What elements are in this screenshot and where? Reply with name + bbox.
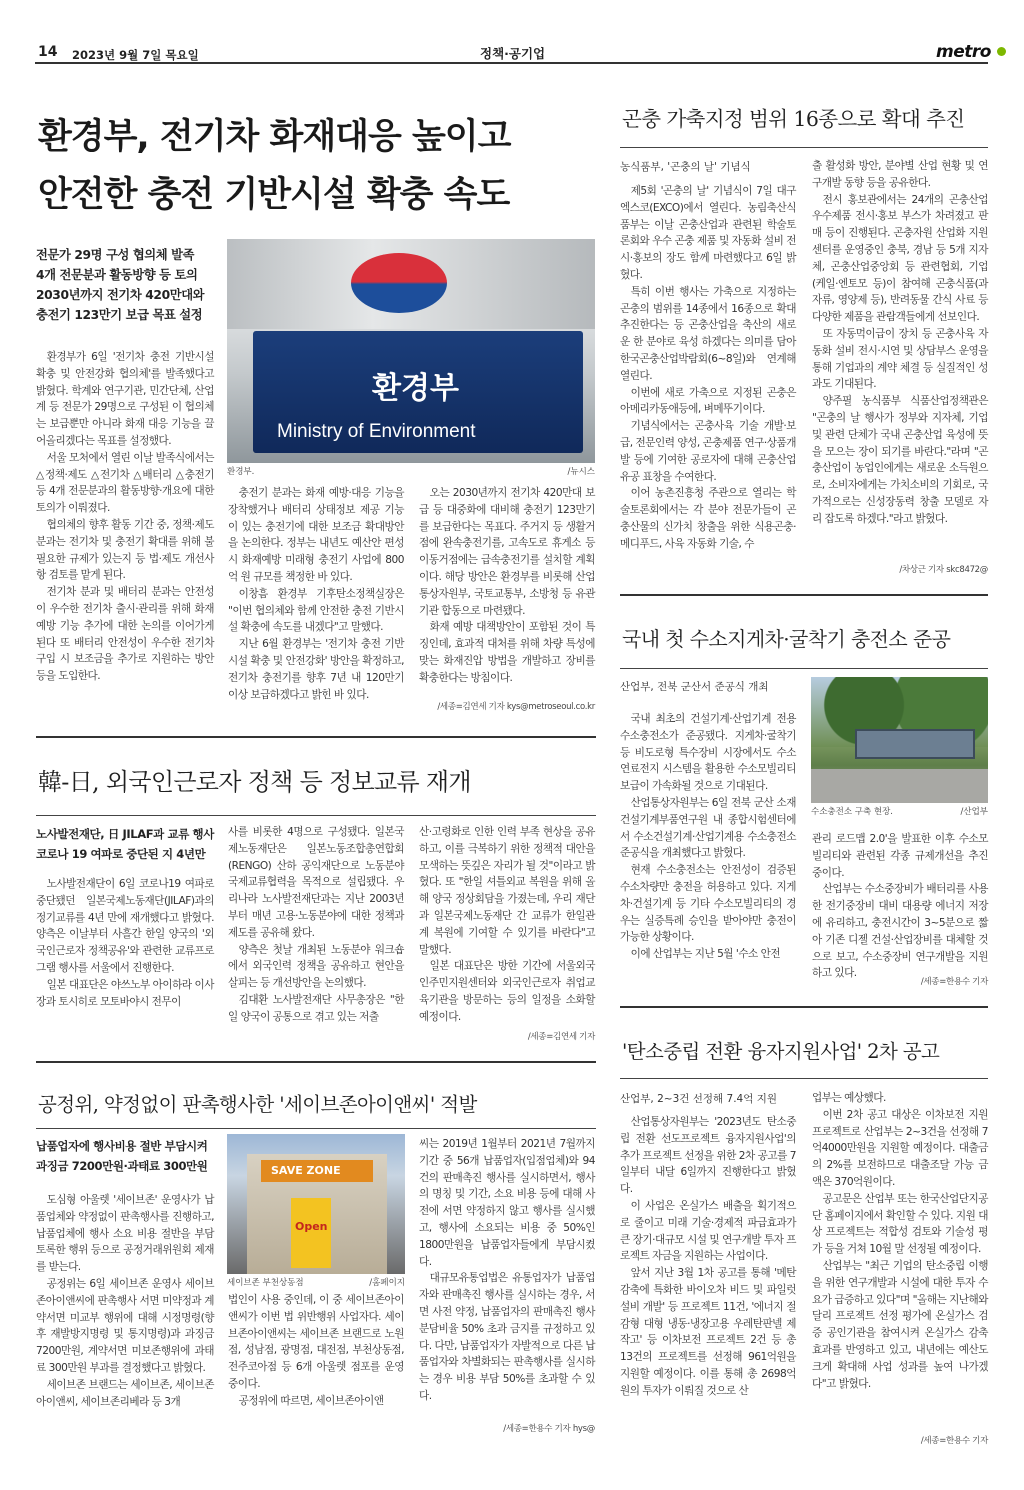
insect-paragraph: 또 자동먹이급이 장치 등 곤충사육 자동화 설비 전시·시연 및 상담부스 운영을 통해 기업과의 계약 체결 등 실질적인 성과도 기대된다. — [812, 327, 988, 391]
carbon-paragraph: 앞서 지난 3월 1차 공고를 통해 '메탄 감축에 특화한 바이오차 비드 및 파일럿 설비 개발' 등 프로젝트 11건, '에너지 절감형 대형 냉동·냉장고용 우레탄판넬 제작고' 등 이차보전 프로젝트 2건 등 총 13건의 프로젝트를 선정해 961억원을 지원할 예정이다. 이를 통해 총 2698억원의 투자가 이뤄질 것으로 산 — [620, 1267, 796, 1397]
carbon-headline: '탄소중립 전환 융자지원사업' 2차 공고 — [622, 1040, 940, 1063]
env-paragraph: 전기차 분과 및 배터리 분과는 안전성이 우수한 전기차 출시·관리를 위해 화재예방 기능 추가에 대한 논의를 이어가게 된다 또 배터리 안전성이 우수한 전기차 구입 시 보조금을 추가로 지원하는 방안 등을 도입한다. — [36, 586, 214, 683]
env-body-col3 — [419, 485, 595, 687]
carbon-paragraph: 업부는 예상했다. — [812, 1092, 886, 1104]
insect-paragraph: 기념식에서는 곤충사육 기술 개발·보급, 전문인력 양성, 곤충제품 연구·상품개발 등에 기여한 공로자에 대해 곤충산업 유공 표창을 수여한다. — [620, 420, 796, 483]
insect-byline: /차상근 기자 skc8472@ — [899, 565, 988, 575]
carbon-byline: /세종=한용수 기자 — [920, 1436, 988, 1446]
labor-paragraph: 김대환 노사발전재단 사무총장은 "한일 양국이 공통으로 겪고 있는 저출 — [228, 993, 404, 1023]
metro-logo — [936, 42, 1006, 62]
labor-body-col2 — [228, 824, 404, 1026]
metro-logo-text: metro — [936, 42, 991, 62]
env-paragraph: 환경부가 6일 '전기차 충전 기반시설 확충 및 안전강화 협의체'를 발족했다고 밝혔다. 학계와 연구기관, 민간단체, 산업계 등 전문가 29명으로 구성된 이 협의체는 보급뿐만 아니라 화재 대응 기능을 끌어올리겠다는 목표를 설정했다. — [36, 351, 214, 447]
hydrogen-headline-rule — [620, 668, 988, 669]
labor-subhead-line: 노사발전재단, 日 JILAF과 교류 행사 — [36, 827, 214, 841]
hydrogen-subhead: 산업부, 전북 군산서 준공식 개최 — [620, 681, 769, 693]
article-env — [36, 95, 596, 715]
fair-paragraph: 씨는 2019년 1월부터 2021년 7월까지 기간 중 56개 납품업자(입점업체)와 94건의 판매촉진 행사를 실시하면서, 행사의 명칭 및 기간, 소요 비용 등에 대해 사전에 서면 약정하지 않고 행사를 실시했고, 행사에 소요되는 비용 중 50%인 1800만원을 납품업자들에게 부담시켰다. — [419, 1138, 595, 1268]
issue-date: 2023년 9월 7일 목요일 — [72, 48, 199, 62]
fair-paragraph: 세이브존 브랜드는 세이브존, 세이브존아이앤씨, 세이브존리베라 등 3개 — [36, 1378, 214, 1408]
fair-photo — [227, 1134, 405, 1274]
fair-photo-credit: /홈페이지 — [369, 1278, 405, 1288]
carbon-body-col1 — [620, 1114, 796, 1400]
labor-paragraph: 사를 비롯한 4명으로 구성됐다. 일본국제노동재단은 일본노동조합총연합회(RENGO) 산하 공익재단으로 노동분야 국제교류협력을 목적으로 설립됐다. 우리나라 노사발전재단과는 지난 2003년부터 매년 고용·노동분야에 대한 정책과 제도를 공유해 왔다. — [228, 826, 404, 939]
hydrogen-body-col1 — [620, 711, 796, 963]
carbon-headline-rule — [620, 1078, 988, 1079]
fair-subhead-line: 과징금 7200만원·과태료 300만원 — [36, 1159, 208, 1173]
insect-headline: 곤충 가축지정 범위 16종으로 확대 추진 — [622, 107, 965, 131]
labor-paragraph: 노사발전재단이 6일 코로나19 여파로 중단됐던 일본국제노동재단(JILAF)과의 정기교류를 4년 만에 재개했다고 밝혔다. 양측은 이날부터 사흘간 한일 양국의 '외국인근로자 정책공유'와 관련한 교류프로그램 행사를 서울에서 진행한다. — [36, 878, 214, 974]
fair-body-col2 — [228, 1292, 404, 1410]
fair-paragraph: 도심형 아울렛 '세이브존' 운영사가 납품업체와 약정없이 판촉행사를 진행하고, 납품업체에 행사 소요 비용 절반을 부담토록한 행위 등으로 공정거래위원회 제재를 받는다. — [36, 1194, 214, 1274]
article-carbon — [620, 1022, 988, 1452]
env-headline-line2: 안전한 충전 기반시설 확충 속도 — [38, 175, 510, 215]
labor-subhead-line: 코로나 19 여파로 중단된 지 4년만 — [36, 847, 206, 861]
insect-body-col1 — [620, 183, 796, 553]
labor-paragraph: 일본 대표단은 방한 기간에 서울외국인주민지원센터와 외국인근로자 취업교육기관을 방문하는 등의 일정을 소화할 예정이다. — [419, 960, 595, 1023]
fair-paragraph: 공정위는 6일 세이브존 운영사 세이브존아이앤씨에 판촉행사 서면 미약정과 계약서면 미교부 행위에 대해 시정명령(향후 재발방지명령 및 통지명령)과 과징금 7200만원, 계약서면 미보존행위에 과태료 300만원 부과를 결정했다고 밝혔다. — [36, 1277, 214, 1374]
hydrogen-headline: 국내 첫 수소지게차·굴착기 충전소 준공 — [622, 627, 951, 651]
labor-subhead — [36, 824, 214, 864]
insect-paragraph: 양주필 농식품부 식품산업정책관은 "곤충의 날 행사가 정부와 지자체, 기업 및 관련 단체가 국내 곤충산업 육성에 뜻을 모으는 장이 되기를 바란다."라며 "곤충산업이 농업인에게는 새로운 소득원으로, 소비자에게는 가치소비의 기회로, 국가적으로는 신성장동력 창출 모델로 자리 잡도록 하겠다."라고 밝혔다. — [812, 395, 988, 525]
labor-paragraph: 일본 대표단은 야쓰노부 아이하라 이사장과 토시히로 모토바야시 전무이 — [36, 978, 214, 1008]
insect-paragraph: 이어 농촌진흥청 주관으로 열리는 학술토론회에서는 각 분야 전문가들이 곤충산물의 신가치 창출을 위한 식용곤충·메디푸드, 사육 자동화 기술, 수 — [620, 487, 796, 550]
env-subhead-line: 2030년까지 전기차 420만대와 — [36, 288, 205, 302]
divider-insect — [620, 594, 988, 596]
fair-sign-text: SAVE ZONE — [271, 1164, 341, 1177]
article-labor — [36, 748, 596, 1048]
carbon-body-col2 — [812, 1090, 988, 1392]
insect-paragraph: 특히 이번 행사는 가축으로 지정하는 곤충의 범위를 14종에서 16종으로 확대 추진한다는 등 곤충산업을 축산의 새로운 한 분야로 육성 하겠다는 의미를 담아 한국곤충산업박람회(6~8일)와 연계해 열린다. — [620, 285, 796, 382]
hydrogen-body-col2 — [812, 831, 988, 982]
env-headline-line1: 환경부, 전기차 화재대응 높이고 — [38, 117, 511, 157]
env-paragraph: 서울 모처에서 열린 이날 발족식에서는 △정책·제도 △전기차 △배터리 △충전기 등 4개 전문분과의 활동방향·개요에 대한 토의가 이뤄졌다. — [36, 451, 214, 515]
hydrogen-caption-text: 수소충전소 구축 현장. — [811, 807, 894, 817]
labor-headline-rule — [36, 815, 596, 816]
fair-headline: 공정위, 약정없이 판촉행사한 '세이브존아이앤씨' 적발 — [38, 1093, 477, 1116]
hydrogen-paragraph: 산업부는 수소중장비가 배터리를 사용한 전기중장비 대비 대용량 에너지 저장에 유리하고, 충전시간이 3~5분으로 짧아 기존 디젤 건설·산업장비를 대체할 것으로 보고, 수소중장비 연구개발을 지원하고 있다. — [812, 883, 988, 980]
carbon-paragraph: 공고문은 산업부 또는 한국산업단지공단 홈페이지에서 확인할 수 있다. 지원 대상 프로젝트는 적합성 검토와 기술성 평가 등을 거쳐 10월 말 선정될 예정이다. — [812, 1192, 988, 1256]
article-hydrogen — [620, 605, 988, 1005]
labor-headline: 韓-日, 외국인근로자 정책 등 정보교류 재개 — [38, 768, 471, 796]
insect-subhead: 농식품부, '곤충의 날' 기념식 — [620, 161, 751, 173]
env-subhead-line: 충전기 123만기 보급 목표 설정 — [36, 308, 203, 322]
insect-headline-rule — [620, 147, 988, 148]
hydrogen-paragraph: 산업통상자원부는 6일 전북 군산 소재 건설기계부품연구원 내 종합시험센터에서 수소건설기계·산업기계용 수소충전소 준공식을 개최했다고 밝혔다. — [620, 796, 796, 860]
hydrogen-photo-credit: /산업부 — [960, 807, 988, 817]
insect-body-col2 — [812, 158, 988, 528]
env-photo-caption — [227, 465, 595, 477]
insect-paragraph: 이번에 새로 가축으로 지정된 곤충은 아메리카동애등에, 벼메뚜기이다. — [620, 386, 796, 416]
fair-paragraph: 법인이 사용 중인데, 이 중 세이브존아이앤씨가 이번 법 위반행위 사업자다. 세이브존아이앤씨는 세이브존 브랜드로 노원점, 성남점, 광명점, 대전점, 부천상동점, 전주코아점 등 6개 아울렛 점포를 운영 중이다. — [228, 1294, 404, 1390]
env-paragraph: 충전기 분과는 화재 예방·대응 기능을 장착했거나 배터리 상태정보 제공 기능이 있는 충전기에 대한 보조금 확대방안을 논의한다. 정부는 내년도 예산안 편성 시 화재예방 미래형 충전기 사업에 800억 원 규모를 책정한 바 있다. — [228, 487, 404, 583]
env-body-col2 — [228, 485, 404, 703]
page-header — [0, 0, 1024, 66]
env-subhead-line: 전문가 29명 구성 협의체 발족 — [36, 248, 195, 262]
insect-paragraph: 전시 홍보관에서는 24개의 곤충산업 우수제품 전시·홍보 부스가 차려졌고 판매 등이 진행된다. 곤충자원 산업화 지원센터를 운영중인 충북, 경남 등 5개 지자체, 곤충산업중앙회 등 관련협회, 기업(케일·엔토모 등)이 참여해 곤충식품(과자류, 영양제 등), 반려동물 간식 사료 등 다양한 제품을 관람객들에게 선보인다. — [812, 193, 988, 324]
hydrogen-station-ground — [811, 769, 988, 803]
fair-headline-rule — [36, 1128, 596, 1129]
fair-byline: /세종=한용수 기자 hys@ — [503, 1424, 595, 1434]
env-sign-korean: 환경부 — [372, 371, 459, 406]
hydrogen-paragraph: 관리 로드맵 2.0'을 발표한 이후 수소모빌리티와 관련된 각종 규제개선을 추진 중이다. — [812, 833, 988, 879]
divider-labor — [36, 1061, 596, 1063]
labor-byline: /세종=김연세 기자 — [527, 1032, 595, 1042]
article-insect — [620, 95, 988, 585]
hydrogen-paragraph: 국내 최초의 건설기계·산업기계 전용 수소충전소가 준공됐다. 지게차·굴착기 등 비도로형 특수장비 시장에서도 수소연료전지 시스템을 활용한 수소모빌리티 보급이 가속화될 것으로 기대된다. — [620, 713, 796, 793]
hydrogen-station-canopy — [855, 729, 975, 759]
hydrogen-photo — [811, 677, 988, 803]
labor-body-col3 — [419, 824, 595, 1026]
fair-subhead — [36, 1136, 214, 1176]
hydrogen-photo-caption — [811, 805, 988, 817]
fair-body-col3 — [419, 1136, 595, 1405]
env-body-col1 — [36, 349, 214, 685]
carbon-paragraph: 이번 2차 공고 대상은 이차보전 지원 프로젝트로 산업부는 2~3건을 선정해 7억4000만원을 지원할 예정이다. 대출금의 2%를 보전하므로 대출조달 가능 금액은 370억원이다. — [812, 1108, 988, 1188]
env-subhead-line: 4개 전문분과 활동방향 등 토의 — [36, 268, 198, 282]
labor-paragraph: 양측은 첫날 개최된 노동분야 워크숍에서 외국인력 정책을 공유하고 현안을 살피는 등 개선방안을 논의했다. — [228, 943, 404, 990]
carbon-subhead: 산업부, 2~3건 선정해 7.4억 지원 — [620, 1093, 777, 1105]
section-name: 정책·공기업 — [480, 46, 546, 61]
fair-banner-text: Open — [295, 1220, 328, 1233]
fair-subhead-line: 납품업자에 행사비용 절반 부담시켜 — [36, 1139, 208, 1153]
carbon-paragraph: 이 사업은 온실가스 배출을 획기적으로 줄이고 미래 기술·경제적 파급효과가 큰 장기·대규모 시설 및 연구개발 투자 프로젝트 자금을 지원하는 사업이다. — [620, 1199, 796, 1263]
env-paragraph: 화재 예방 대책방안이 포함된 것이 특징인데, 효과적 대처를 위해 차량 특성에 맞는 화재진압 방법을 개발하고 장비를 확충한다는 방침이다. — [419, 621, 595, 684]
env-caption-text: 환경부. — [227, 467, 255, 477]
page-number: 14 — [38, 44, 58, 60]
fair-photo-caption — [227, 1276, 405, 1288]
carbon-paragraph: 산업부는 "최근 기업의 탄소중립 이행을 위한 연구개발과 시설에 대한 투자 수요가 급증하고 있다"며 "올해는 지난해와 달리 프로젝트 선정 평가에 온실가스 검증 공인기관을 참여시켜 온실가스 감축 효과를 반영하고 있고, 내년에는 예산도 크게 확대해 사업 성과를 높여 나가겠다"고 밝혔다. — [812, 1259, 988, 1390]
divider-hydrogen — [620, 1006, 988, 1008]
hydrogen-paragraph: 현재 수소충전소는 안전성이 검증된 수소차량만 충전을 허용하고 있다. 지게차·건설기계 등 기타 수소모빌리티의 경우는 실증특례 승인을 받아야만 충전이 가능한 상황이다. — [620, 864, 796, 944]
fair-caption-text: 세이브존 부천상동점 — [227, 1278, 304, 1288]
env-sign-english: Ministry of Environment — [277, 421, 476, 442]
metro-logo-dot-icon — [997, 47, 1006, 56]
divider-env — [36, 736, 596, 738]
header-rule — [35, 62, 988, 64]
taegeuk-emblem-icon — [351, 253, 447, 313]
fair-body-col1 — [36, 1192, 214, 1410]
labor-body-col1 — [36, 876, 214, 1010]
env-photo — [227, 239, 595, 463]
insect-paragraph: 출 활성화 방안, 분야별 산업 현황 및 연구개발 동향 등을 공유한다. — [812, 160, 988, 189]
env-paragraph: 오는 2030년까지 전기차 420만대 보급 등 대중화에 대비해 충전기 123만기를 보급한다는 목표다. 주거지 등 생활거점에 완속충전기를, 고속도로 휴게소 등 이동거점에는 급속충전기를 설치할 계획이다. 해당 방안은 환경부를 비롯해 산업통상자원부, 국토교통부, 소방청 등 유관기관 합동으로 마련됐다. — [419, 487, 595, 617]
fair-paragraph: 공정위에 따르면, 세이브존아이앤 — [238, 1394, 384, 1407]
env-paragraph: 지난 6월 환경부는 '전기차 충전 기반시설 확충 및 안전강화' 방안을 확정하고, 전기차 충전기를 향후 7년 내 120만기 이상 보급하겠다고 밝힌 바 있다. — [228, 638, 404, 701]
env-photo-credit: /뉴시스 — [567, 467, 595, 477]
article-fair — [36, 1080, 596, 1460]
insect-paragraph: 제5회 '곤충의 날' 기념식이 7일 대구엑스코(EXCO)에서 열린다. 농림축산식품부는 이날 곤충산업과 관련된 학술토론회와 우수 곤충 제품 및 자동화 설비 전시·홍보의 장도 함께 마련했다고 6일 밝혔다. — [620, 185, 796, 281]
env-byline: /세종=김연세 기자 kys@metroseoul.co.kr — [437, 702, 595, 712]
env-paragraph: 이창흠 환경부 기후탄소정책실장은 "이번 협의체와 함께 안전한 충전 기반시설 확충에 속도를 내겠다"고 말했다. — [228, 587, 404, 634]
fair-paragraph: 대규모유통업법은 유통업자가 납품업자와 판매촉진 행사를 실시하는 경우, 서면 사전 약정, 납품업자의 판매촉진 행사 분담비율 50% 초과 금지를 규정하고 있다. 다만, 납품업자가 자발적으로 다른 납품업자와 차별화되는 판촉행사를 실시하는 경우 비용 부담 50%를 초과할 수 있다. — [419, 1272, 595, 1402]
labor-paragraph: 산·고령화로 인한 인력 부족 현상을 공유하고, 이를 극복하기 위한 정책적 대안을 모색하는 뜻깊은 자리가 될 것"이라고 밝혔다. 또 "한일 셔틀외교 복원을 위해 올해 양국 정상회담을 가졌는데, 우리 재단과 일본국제노동재단 간 교류가 한일관계 복원에 기여할 수 있기를 바란다"고 말했다. — [419, 826, 595, 956]
env-subhead — [36, 245, 214, 325]
fair-banner — [291, 1198, 331, 1268]
carbon-paragraph: 산업통상자원부는 '2023년도 탄소중립 전환 선도프로젝트 융자지원사업'의 추가 프로젝트 선정을 위한 2차 공고를 7일부터 내달 6일까지 진행한다고 밝혔다. — [620, 1116, 796, 1196]
hydrogen-byline: /세종=한용수 기자 — [920, 977, 988, 987]
hydrogen-paragraph: 이에 산업부는 지난 5월 '수소 안전 — [630, 948, 781, 961]
env-paragraph: 협의체의 향후 활동 기간 중, 정책·제도 분과는 전기차 및 충전기 확대를 위해 불필요한 규제가 있는지 등 법·제도 개선사항 검토를 맡게 된다. — [36, 518, 214, 582]
